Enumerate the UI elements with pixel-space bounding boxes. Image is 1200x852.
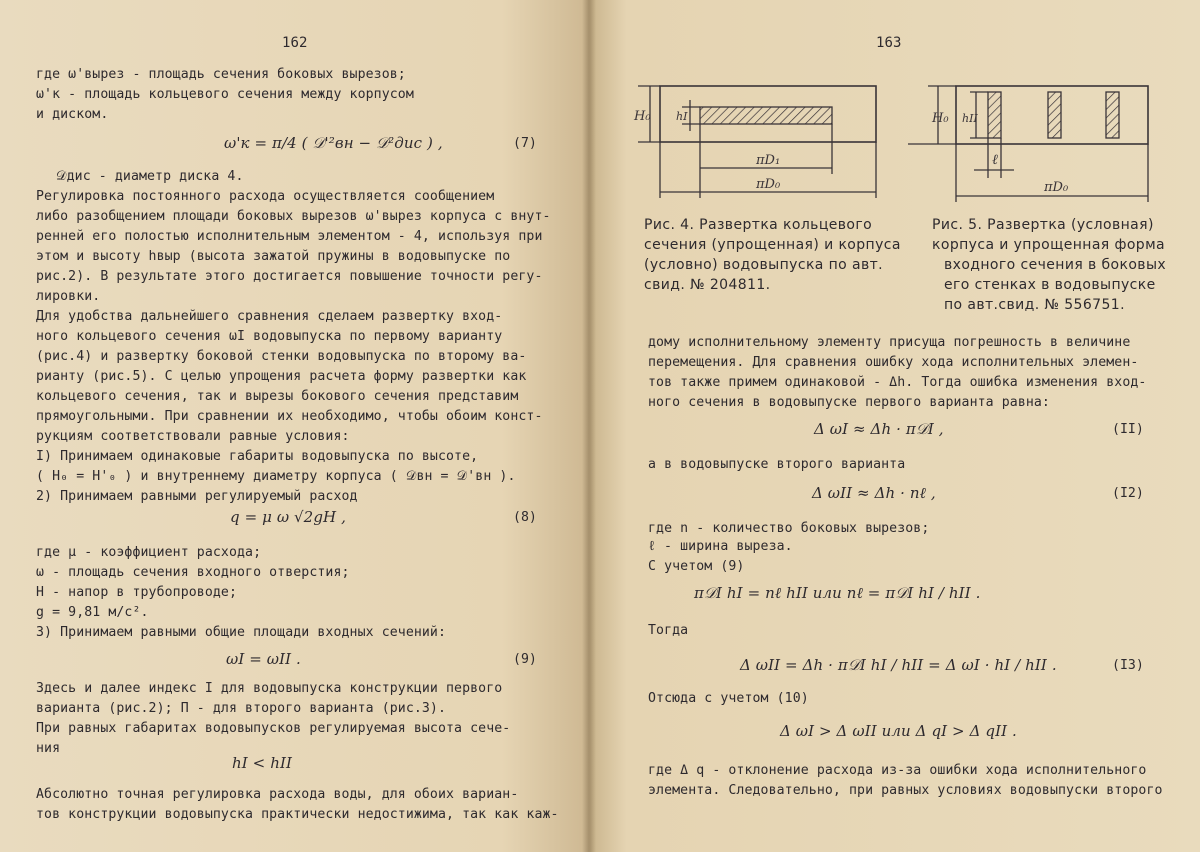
equation-number: (8) <box>513 510 537 525</box>
side-cutout <box>1048 92 1061 138</box>
equation: Δ ωII ≈ Δh · nℓ , <box>812 484 936 502</box>
equation-number: (I2) <box>1112 486 1144 501</box>
text-line: ренней его полостью исполнительным элементом - 4, используя при <box>36 229 543 244</box>
text-line: ного кольцевого сечения ωI водовыпуска по первому варианту <box>36 329 503 344</box>
text-line: где ω'вырез - площадь сечения боковых вырезов; <box>36 67 406 82</box>
equation: ω'к = π/4 ( 𝒟'²вн − 𝒟²дис ) , <box>224 134 443 152</box>
equation: q = μ ω √2gH , <box>230 508 346 526</box>
text-line: Отсюда с учетом (10) <box>648 691 809 706</box>
text-line: Абсолютно точная регулировка расхода воды, для обоих вариан- <box>36 787 519 802</box>
page-number: 163 <box>876 35 902 51</box>
equation: Δ ωII = Δh · π𝒟I hI / hII = Δ ωI · hI / hII . <box>740 656 1057 674</box>
text-line: ( H₀ = H'₀ ) и внутреннему диаметру корпуса ( 𝒟вн = 𝒟'вн ). <box>36 469 516 484</box>
text-line: 3) Принимаем равными общие площади входных сечений: <box>36 625 447 640</box>
equation-number: (I3) <box>1112 658 1144 673</box>
text-line: варианта (рис.2); П - для второго варианта (рис.3). <box>36 701 447 716</box>
figure-5-caption: его стенках в водовыпуске <box>944 277 1156 293</box>
equation-number: (9) <box>513 652 537 667</box>
text-line: рианту (рис.5). С целью упрощения расчета форму развертки как <box>36 369 527 384</box>
figure-5-diagram <box>908 78 1158 208</box>
text-line: где μ - коэффициент расхода; <box>36 545 262 560</box>
figure-5-caption: входного сечения в боковых <box>944 257 1167 273</box>
label-l: ℓ <box>992 152 998 168</box>
text-line: 2) Принимаем равными регулируемый расход <box>36 489 358 504</box>
text-line: а в водовыпуске второго варианта <box>648 457 906 472</box>
text-line: и диском. <box>36 107 109 122</box>
figure-4-caption: свид. № 204811. <box>644 277 771 293</box>
text-line: I) Принимаем одинаковые габариты водовыпуска по высоте, <box>36 449 479 464</box>
label-h0: H₀ <box>932 111 949 126</box>
text-line: либо разобщением площади боковых вырезов ω'вырез корпуса с внут- <box>36 209 551 224</box>
equation: π𝒟I hI = nℓ hII или nℓ = π𝒟I hI / hII . <box>694 584 981 602</box>
text-line: 𝒟дис - диаметр диска 4. <box>56 169 244 184</box>
text-line: ω'к - площадь кольцевого сечения между корпусом <box>36 87 414 102</box>
figure-4-caption: сечения (упрощенная) и корпуса <box>644 237 901 253</box>
text-line: ного сечения в водовыпуске первого варианта равна: <box>648 395 1050 410</box>
text-line: кольцевого сечения, так и вырезы бокового сечения представим <box>36 389 519 404</box>
page-number: 162 <box>282 35 308 51</box>
text-line: рис.2). В результате этого достигается повышение точности регу- <box>36 269 543 284</box>
equation: Δ ωI > Δ ωII или Δ qI > Δ qII . <box>780 722 1017 740</box>
text-line: При равных габаритах водовыпусков регулируемая высота сече- <box>36 721 511 736</box>
label-pi-d0: πD₀ <box>1044 180 1069 195</box>
text-line: (рис.4) и развертку боковой стенки водовыпуска по второму ва- <box>36 349 527 364</box>
page-left <box>0 0 590 852</box>
equation: Δ ωI ≈ Δh · π𝒟I , <box>814 420 944 438</box>
figure-4-caption: Рис. 4. Развертка кольцевого <box>644 217 873 233</box>
book-gutter <box>582 0 596 852</box>
text-line: Для удобства дальнейшего сравнения сделаем развертку вход- <box>36 309 503 324</box>
text-line: дому исполнительному элементу присуща погрешность в величине <box>648 335 1131 350</box>
text-line: элемента. Следовательно, при равных условиях водовыпуски второго <box>648 783 1163 798</box>
label-pi-d1: πD₁ <box>756 153 781 168</box>
figure-5-caption: Рис. 5. Развертка (условная) <box>932 217 1154 233</box>
text-line: H - напор в трубопроводе; <box>36 585 237 600</box>
text-line: тов также примем одинаковой - Δh. Тогда ошибка изменения вход- <box>648 375 1147 390</box>
equation: hI < hII <box>232 754 293 772</box>
text-line: этом и высоту hвыр (высота зажатой пружины в водовыпуске по <box>36 249 511 264</box>
text-line: перемещения. Для сравнения ошибку хода исполнительных элемен- <box>648 355 1139 370</box>
text-line: где Δ q - отклонение расхода из-за ошибки хода исполнительного <box>648 763 1147 778</box>
text-line: ния <box>36 741 61 756</box>
side-cutout <box>1106 92 1119 138</box>
equation-number: (7) <box>513 136 537 151</box>
label-h1: hI <box>676 110 688 123</box>
text-line: прямоугольными. При сравнении их необходимо, чтобы обоим конст- <box>36 409 543 424</box>
text-line: g = 9,81 м/с². <box>36 605 149 620</box>
text-line: ℓ - ширина выреза. <box>648 539 793 554</box>
figure-5-caption: по авт.свид. № 556751. <box>944 297 1125 313</box>
figure-4-diagram <box>630 78 890 208</box>
equation: ωI = ωII . <box>226 650 301 668</box>
text-line: рукциям соответствовали равные условия: <box>36 429 350 444</box>
figure-5-caption: корпуса и упрощенная форма <box>932 237 1166 253</box>
text-line: лировки. <box>36 289 101 304</box>
figure-4-caption: (условно) водовыпуска по авт. <box>644 257 884 273</box>
text-line: Здесь и далее индекс I для водовыпуска конструкции первого <box>36 681 503 696</box>
text-line: ω - площадь сечения входного отверстия; <box>36 565 350 580</box>
annular-section <box>700 107 832 124</box>
label-pi-d0: πD₀ <box>756 177 781 192</box>
text-line: Тогда <box>648 623 689 638</box>
side-cutout <box>988 92 1001 138</box>
text-line: где n - количество боковых вырезов; <box>648 521 930 536</box>
text-line: С учетом (9) <box>648 559 745 574</box>
page-right <box>590 0 1200 852</box>
label-h2: hII <box>962 112 978 125</box>
equation-number: (II) <box>1112 422 1144 437</box>
label-h0: H₀ <box>634 109 651 124</box>
text-line: Регулировка постоянного расхода осуществляется сообщением <box>36 189 495 204</box>
text-line: тов конструкции водовыпуска практически недостижима, так как каж- <box>36 807 559 822</box>
